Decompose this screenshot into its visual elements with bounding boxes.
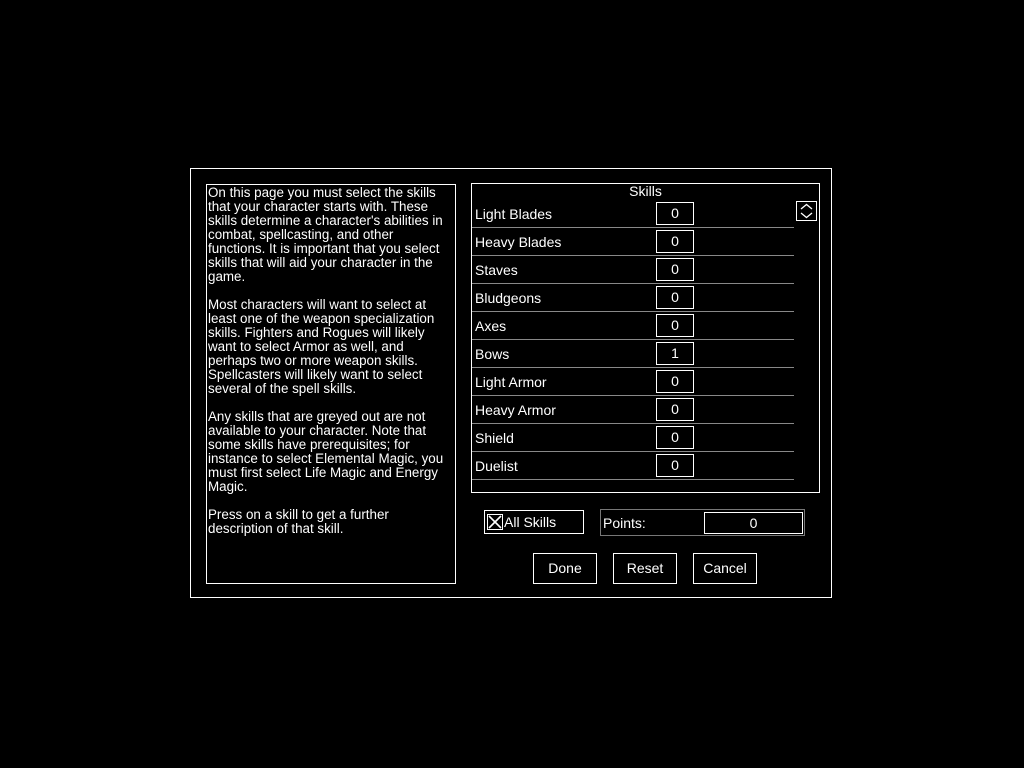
skill-row-shield[interactable] [472,425,794,452]
skill-value[interactable]: 0 [656,258,694,281]
skill-row-heavy-blades[interactable] [472,229,794,256]
skill-row-heavy-armor[interactable] [472,397,794,424]
all-skills-label: All Skills [504,514,557,530]
chevron-up-down-icon [797,202,816,220]
skill-value[interactable]: 0 [656,314,694,337]
points-value: 0 [704,512,803,534]
skill-name: Staves [475,262,518,278]
skill-row-light-armor[interactable] [472,369,794,396]
skill-name: Axes [475,318,507,334]
skill-value[interactable]: 0 [656,454,694,477]
skill-row-bludgeons[interactable] [472,285,794,312]
skill-name: Light Armor [475,374,547,390]
check-x-icon [488,515,502,529]
help-text-box [206,184,456,584]
reset-button[interactable]: Reset [613,553,677,584]
help-paragraph-4: Press on a skill to get a further description of that skill. [208,507,389,536]
help-paragraph-2: Most characters will want to select at least one of the weapon specialization skills. Fighters and Rogues will likely want to select Armor as well, and perhaps two or more weapon skills. Spellcasters will likely want to select several of the spell skills. [208,297,435,396]
skill-row-staves[interactable] [472,257,794,284]
help-paragraph-3: Any skills that are greyed out are not available to your character. Note that some skills have prerequisites; for instance to select Elemental Magic, you must first select Life Magic and Energy Magic. [208,409,444,494]
skill-value[interactable]: 0 [656,286,694,309]
skill-row-duelist[interactable] [472,453,794,480]
skill-name: Duelist [475,458,518,474]
points-label: Points: [603,515,646,531]
skill-value[interactable]: 0 [656,230,694,253]
all-skills-checkbox[interactable] [487,514,503,530]
skill-value[interactable]: 0 [656,398,694,421]
skills-list [472,201,794,480]
scroll-up-down-button[interactable] [796,201,817,221]
skill-name: Shield [475,430,514,446]
skill-name: Heavy Blades [475,234,562,250]
skill-row-bows[interactable] [472,341,794,368]
skill-value[interactable]: 0 [656,426,694,449]
skill-name: Light Blades [475,206,553,222]
points-box [600,509,805,536]
skill-name: Heavy Armor [475,402,556,418]
skills-panel [471,183,820,493]
skill-value[interactable]: 0 [656,202,694,225]
skill-name: Bows [475,346,510,362]
skill-value[interactable]: 0 [656,370,694,393]
skill-value[interactable]: 1 [656,342,694,365]
skill-name: Bludgeons [475,290,542,306]
skill-row-light-blades[interactable] [472,201,794,228]
help-paragraph-1: On this page you must select the skills that your character starts with. These skills determine a character's abilities in combat, spellcasting, and other functions. It is important that you select skills that will aid your character in the game. [208,185,443,284]
all-skills-toggle[interactable] [484,510,584,534]
skill-row-axes[interactable] [472,313,794,340]
cancel-button[interactable]: Cancel [693,553,757,584]
done-button[interactable]: Done [533,553,597,584]
skills-dialog [190,168,832,598]
skills-title: Skills [629,183,662,199]
